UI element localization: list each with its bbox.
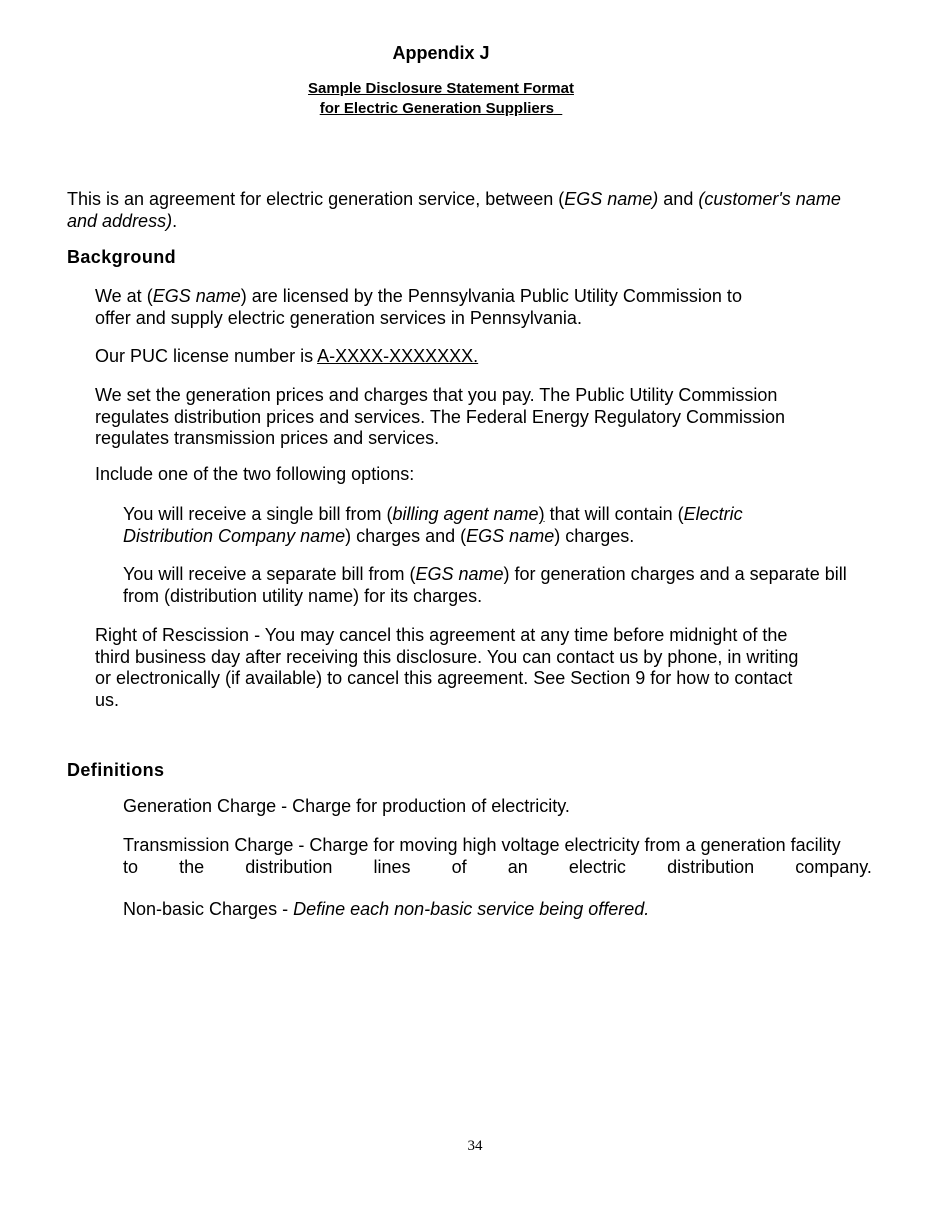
definition-nonbasic [123,899,649,921]
egs-name-placeholder: EGS name [466,525,555,546]
option-separate-bill: You will receive a separate bill from (EGS name) for generation charges and a separate bill from (distribution utility name) for its charges. [123,564,847,606]
page-number: 34 [467,1138,483,1154]
license-number-label: Our PUC license number is [95,346,318,366]
subtitle-line-2-text: for Electric Generation Suppliers [319,100,554,117]
rescission-paragraph: Right of Rescission - You may cancel this agreement at any time before midnight of the third business day after receiving this disclosure. You can contact us by phone, in writing or electronically (if available) to cancel this agreement. See Section 9 for how to contact us. [95,625,799,710]
definition-transmission: Transmission Charge - Charge for moving high voltage electricity from a generation facility to the distribution lines of an electric distribution company. [123,835,872,877]
license-number-value: A-XXXX-XXXXXXX. [317,346,479,366]
options-intro: Include one of the two following options: [95,464,415,484]
edc-name-placeholder: Distribution Company name [123,525,346,546]
billing-agent-placeholder: billing agent name [392,504,539,524]
prices-paragraph: We set the generation prices and charges that you pay. The Public Utility Commission regulates distribution prices and services. The Federal Energy Regulatory Commission regulates transmission prices and services. [95,385,785,448]
option-single-bill: You will receive a single bill from (billing agent name) that will contain (Electric Distribution Company name) charges and (EGS name) charges. [123,504,743,546]
subtitle-line-2 [0,99,882,119]
page-title: Appendix J [392,43,490,63]
egs-name-placeholder: EGS name) [564,189,659,209]
egs-name-placeholder: EGS name [415,564,504,584]
intro-line-2: and address). [67,210,178,231]
nonbasic-placeholder: Define each non-basic service being offered. [293,899,650,919]
definition-generation: Generation Charge - Charge for production of electricity. [123,796,570,816]
transmission-justified-line: to the distribution lines of an electric distribution company. [123,856,872,877]
background-heading: Background [67,247,177,267]
nonbasic-label: Non-basic Charges - [123,899,294,919]
customer-name-placeholder: (customer's name [698,189,841,209]
intro-paragraph [67,189,887,232]
definitions-heading: Definitions [67,760,165,780]
license-paragraph: We at (EGS name) are licensed by the Pennsylvania Public Utility Commission to offer and supply electric generation services in Pennsylvania. [95,286,742,328]
intro-line-1: This is an agreement for electric generation service, between (EGS name) and (customer's name [67,189,841,209]
customer-address-placeholder: and address) [67,210,173,231]
subtitle-line-1: Sample Disclosure Statement Format [308,80,574,97]
egs-name-placeholder: EGS name [152,286,241,306]
license-number-line [95,346,478,368]
